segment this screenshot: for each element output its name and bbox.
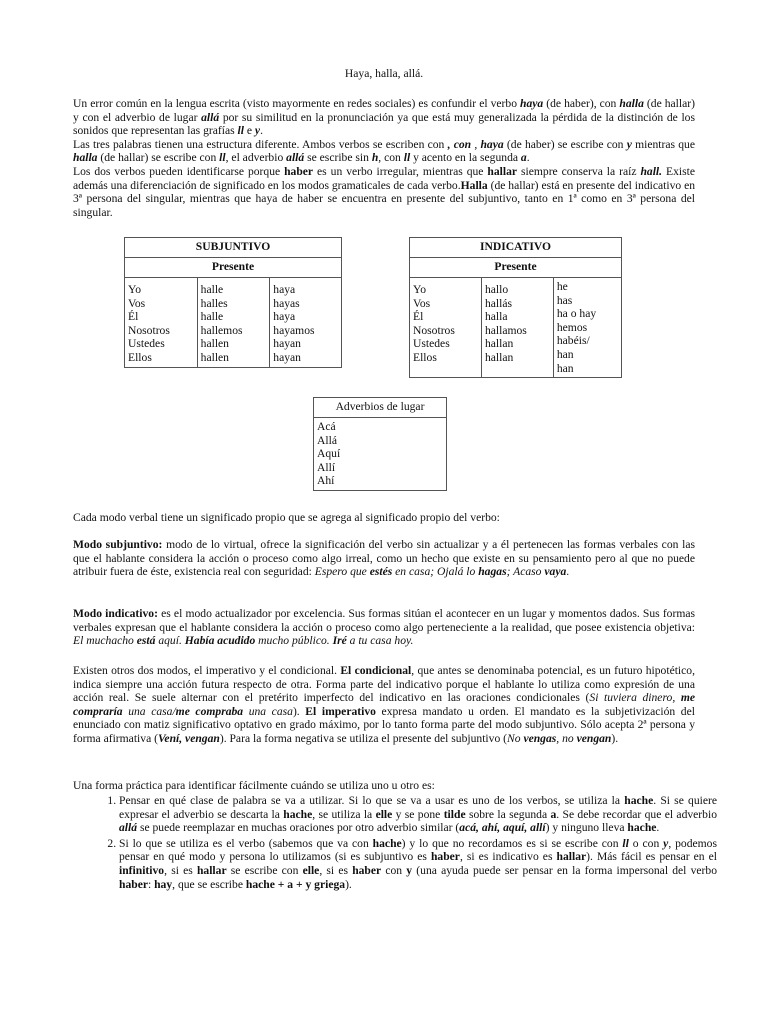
example: a tu casa hoy. [346, 634, 414, 648]
text: (de hallar) está en presente del indicativo en 3ª persona del singular, mientras que haya de haber se encuentra en presente del subjuntivo, tanto en 1ª como en 3ª persona del singular. [73, 178, 696, 219]
text: . Se debe recordar que el adverbio [556, 807, 717, 821]
emphasis: hay [154, 877, 173, 891]
emphasis: y [406, 863, 413, 877]
text: , que se escribe [172, 877, 246, 891]
example-verb: hagas [478, 565, 507, 579]
adverb-cell: Acá [317, 420, 336, 433]
emphasis: elle [302, 863, 320, 877]
subjuntivo-table [124, 237, 342, 368]
text: se escribe sin [304, 151, 372, 165]
emphasis: hache [372, 836, 402, 850]
modes-intro: Cada modo verbal tiene un significado propio que se agrega al significado propio del verbo: [73, 511, 500, 524]
example: mucho público. [255, 634, 333, 648]
emphasis: allá [286, 151, 305, 165]
haber-column [553, 278, 621, 378]
conjugation-cell: hallen [200, 337, 229, 351]
example: ; Acaso [506, 565, 545, 579]
intro-paragraphs [73, 97, 695, 219]
persons-column [410, 278, 482, 378]
term-label: El condicional [340, 664, 412, 677]
text: ). [611, 731, 619, 745]
text: (de hallar) se escribe con [97, 151, 220, 165]
example: Espero que [314, 565, 370, 579]
text: , si es [319, 863, 353, 877]
text: , [474, 137, 481, 151]
emphasis: haber [352, 863, 382, 877]
person-cell: Vos [413, 296, 431, 310]
conjugation-cell: halle [200, 283, 224, 296]
text: . [566, 565, 570, 579]
conjugation-cell: han [556, 347, 574, 361]
emphasis: haya [520, 97, 544, 110]
conjugation-cell: hallo [484, 283, 509, 296]
example-verb: me compraba [175, 704, 244, 718]
text: (de haber) se escribe con [503, 137, 627, 151]
person-cell: Ellos [128, 350, 152, 364]
text: por su similitud en la pronunciación ya que está muy generalizada la pérdida de la distinción de los sonidos que representan las grafías [73, 110, 695, 138]
emphasis: y [626, 137, 632, 151]
text: Existen otros dos modos, el imperativo y el condicional. [73, 664, 341, 677]
text: Las tres palabras tienen una estructura diferente. Ambos verbos se escriben con [73, 137, 448, 151]
emphasis: ll [622, 836, 629, 850]
table-header: INDICATIVO [410, 238, 622, 258]
persons-column [125, 278, 198, 368]
conjugation-cell: hallamos [484, 323, 527, 337]
conjugation-cell: hemos [556, 320, 588, 334]
text: ). [292, 704, 306, 718]
example: Si tuviera dinero, [589, 691, 681, 705]
example-verb: Había acudido [184, 634, 256, 648]
intro-paragraph-1 [73, 97, 695, 138]
emphasis: , con [447, 137, 475, 151]
example-verb: estés [369, 565, 393, 579]
emphasis: halla [619, 97, 644, 110]
table-header: SUBJUNTIVO [125, 238, 342, 258]
text: es un verbo irregular, mientras que [313, 164, 488, 178]
conjugation-cell: hallemos [200, 323, 243, 337]
text: : [147, 877, 155, 891]
adverb-cell: Ahí [317, 474, 335, 488]
text: . [526, 151, 530, 165]
term-label: Modo indicativo: [73, 607, 158, 620]
emphasis: y [663, 836, 669, 850]
text: Existe además una diferenciación de significado en los modos gramaticales de cada verbo. [73, 164, 695, 192]
text: con [381, 863, 407, 877]
person-cell: Nosotros [128, 323, 170, 337]
text: e [243, 124, 255, 138]
text: . [656, 821, 660, 835]
emphasis: haya [480, 137, 504, 151]
emphasis: hall. [640, 164, 663, 178]
conjugation-cell: hallan [484, 337, 514, 351]
conjugation-cell: halla [484, 310, 508, 324]
example: una casa/ [122, 704, 176, 718]
text: . Si se quiere expresar el adverbio se descarta la [119, 794, 717, 821]
list-item [119, 794, 717, 835]
text: , si es [164, 863, 197, 877]
person-cell: Él [413, 310, 424, 324]
example: , no [556, 731, 577, 745]
intro-paragraph-3 [73, 165, 695, 219]
conjugation-cell: hayan [273, 350, 301, 364]
example-verb: me compraría [73, 691, 695, 718]
text: ). [345, 877, 352, 891]
text: Un error común en la lengua escrita (visto mayormente en redes sociales) es confundir el verbo [73, 97, 521, 110]
adverb-cell: Allí [317, 460, 336, 474]
text: Pensar en qué clase de palabra se va a utilizar. Si lo que se va a usar es uno de los verbos, se utiliza la [119, 794, 625, 807]
emphasis: hache [627, 821, 657, 835]
haber-column [270, 278, 342, 368]
example: No [507, 731, 524, 745]
conjugation-cell: hayamos [273, 323, 315, 337]
emphasis: hache [283, 807, 313, 821]
example: una casa [243, 704, 293, 718]
text: ). Más fácil es pensar en el [586, 850, 717, 864]
text: se escribe con [226, 863, 303, 877]
conjugation-cell: haya [273, 310, 296, 324]
emphasis: ll [403, 151, 411, 165]
term-label: Modo subjuntivo: [73, 538, 163, 551]
text: es el modo actualizador por excelencia. Sus formas sitúan el acontecer en un lugar y momentos dados. Sus formas verbales expresan que el hablante considera la acción o proceso como algo perteneciente a la realidad, que posee existencia objetiva: [73, 607, 696, 634]
text: , si es indicativo es [459, 850, 557, 864]
emphasis: tilde [443, 807, 466, 821]
emphasis: ll [219, 151, 226, 165]
text: y acento en la segunda [410, 151, 521, 165]
emphasis: Halla [460, 178, 488, 192]
conjugation-cell: has [556, 293, 573, 307]
conjugation-cell: halle [200, 310, 224, 324]
text: , que antes se denominaba potencial, es un futuro hipotético, indica siempre una acción futura respecto de otra. Forma parte del indicativo porque el hablante lo utiliza como expresión de una acción real. Se suele alternar con el pretérito imperfecto del indicativo en las oraciones condicionales ( [73, 664, 695, 705]
text: ). Para la forma negativa se utiliza el presente del subjuntivo ( [219, 731, 507, 745]
emphasis: hache + a + y griega [245, 877, 346, 891]
example: aquí. [155, 634, 185, 648]
practical-intro: Una forma práctica para identificar fácilmente cuándo se utiliza uno u otro es: [73, 779, 435, 792]
text: , podemos pensar en qué modo y persona lo utilizamos (si es subjuntivo es [119, 836, 717, 864]
person-cell: Ellos [413, 350, 437, 364]
conjugation-cell: hallan [484, 350, 514, 364]
text: (una ayuda puede ser pensar en la forma impersonal del verbo [412, 863, 717, 877]
text: (de haber), con [543, 97, 620, 110]
text: expresa mandato u orden. El mandato es la subjetivización del enunciado con matiz significativo optativo en grado máximo, por lo tanto forma parte del modo subjuntivo. Sólo acepta 2ª persona y forma afirmativa ( [73, 704, 695, 745]
emphasis: hallar [487, 164, 518, 178]
conjugation-cell: habéis/ [556, 334, 590, 348]
text: siempre conserva la raíz [517, 164, 641, 178]
text: se puede reemplazar en muchas oraciones por otro adverbio similar ( [137, 821, 460, 835]
person-cell: Ustedes [413, 337, 450, 351]
conjugation-cell: han [556, 361, 574, 375]
subjuntivo-paragraph [73, 538, 695, 579]
emphasis: a [520, 151, 527, 165]
text: Si lo que se utiliza es el verbo (sabemos que va con [119, 836, 373, 850]
practical-list [97, 794, 717, 893]
indicativo-table [409, 237, 622, 378]
table-subheader: Presente [125, 258, 342, 278]
text: Los dos verbos pueden identificarse porque [73, 164, 285, 178]
conjugation-cell: hallen [200, 350, 229, 364]
indicativo-paragraph [73, 607, 695, 648]
person-cell: Yo [413, 283, 427, 296]
conjugation-cell: hayas [273, 296, 300, 310]
text: modo de lo virtual, ofrece la significación del verbo sin actualizar y a él pertenecen las formas verbales con las que el hablante considera la acción o proceso como algo irreal, como un hecho que existe en su pensamiento pero al que no puede atribuir fuera de éste, existencia real con seguridad: [73, 538, 695, 579]
example: El muchacho [73, 634, 137, 648]
emphasis: hache [624, 794, 654, 807]
text: ) y ninguno lleva [545, 821, 628, 835]
example-verb: vengan [576, 731, 612, 745]
document-title: Haya, halla, allá. [344, 67, 424, 80]
emphasis: hallar [196, 863, 227, 877]
conjugation-cell: hallás [484, 296, 512, 310]
adverbios-list [314, 418, 447, 491]
emphasis: haber [284, 164, 314, 178]
conjugation-cell: hayan [273, 337, 301, 351]
person-cell: Ustedes [128, 337, 165, 351]
emphasis: h [371, 151, 379, 165]
example-verb: está [136, 634, 156, 648]
text: , con [378, 151, 404, 165]
text: mientras que [631, 137, 696, 151]
example-verb: vaya [544, 565, 567, 579]
person-cell: Yo [128, 283, 142, 296]
conjugation-cell: ha o hay [556, 307, 597, 321]
emphasis: acá, ahí, aquí, allí [459, 821, 546, 835]
text: , el adverbio [225, 151, 287, 165]
intro-paragraph-2 [73, 138, 695, 165]
emphasis: ll [237, 124, 244, 138]
example-verb: vengas [523, 731, 557, 745]
hallar-column [197, 278, 270, 368]
emphasis: allá [119, 821, 138, 835]
emphasis: elle [375, 807, 393, 821]
conjugation-cell: he [556, 280, 568, 293]
example-verb: Iré [332, 634, 347, 648]
term-label: El imperativo [305, 704, 376, 718]
text: sobre la segunda [465, 807, 551, 821]
table-subheader: Presente [410, 258, 622, 278]
list-item [119, 837, 717, 891]
emphasis: a [550, 807, 557, 821]
example-verb: Vení, vengan [157, 731, 220, 745]
emphasis: hallar [556, 850, 587, 864]
text: o con [628, 836, 664, 850]
adverb-cell: Allá [317, 433, 337, 447]
conjugation-cell: haya [273, 283, 296, 296]
text: y se pone [392, 807, 444, 821]
hallar-column [481, 278, 553, 378]
text: ) y lo que no recordamos es si se escribe con [401, 836, 623, 850]
emphasis: haber [119, 877, 148, 891]
emphasis: allá [201, 110, 220, 124]
conjugation-cell: halles [200, 296, 228, 310]
emphasis: infinitivo [119, 863, 165, 877]
adverb-cell: Aquí [317, 447, 341, 461]
person-cell: Vos [128, 296, 146, 310]
emphasis: halla [73, 151, 98, 165]
other-modes-paragraph [73, 664, 695, 746]
emphasis: haber [430, 850, 460, 864]
text: (de hallar) y con el adverbio de lugar [73, 97, 695, 124]
text: , se utiliza la [312, 807, 376, 821]
table-header: Adverbios de lugar [314, 398, 447, 418]
adverbios-table [313, 397, 447, 491]
person-cell: Nosotros [413, 323, 455, 337]
person-cell: Él [128, 310, 139, 324]
text: . [260, 124, 263, 138]
emphasis: y [254, 124, 261, 138]
example: en casa; Ojalá lo [392, 565, 479, 579]
